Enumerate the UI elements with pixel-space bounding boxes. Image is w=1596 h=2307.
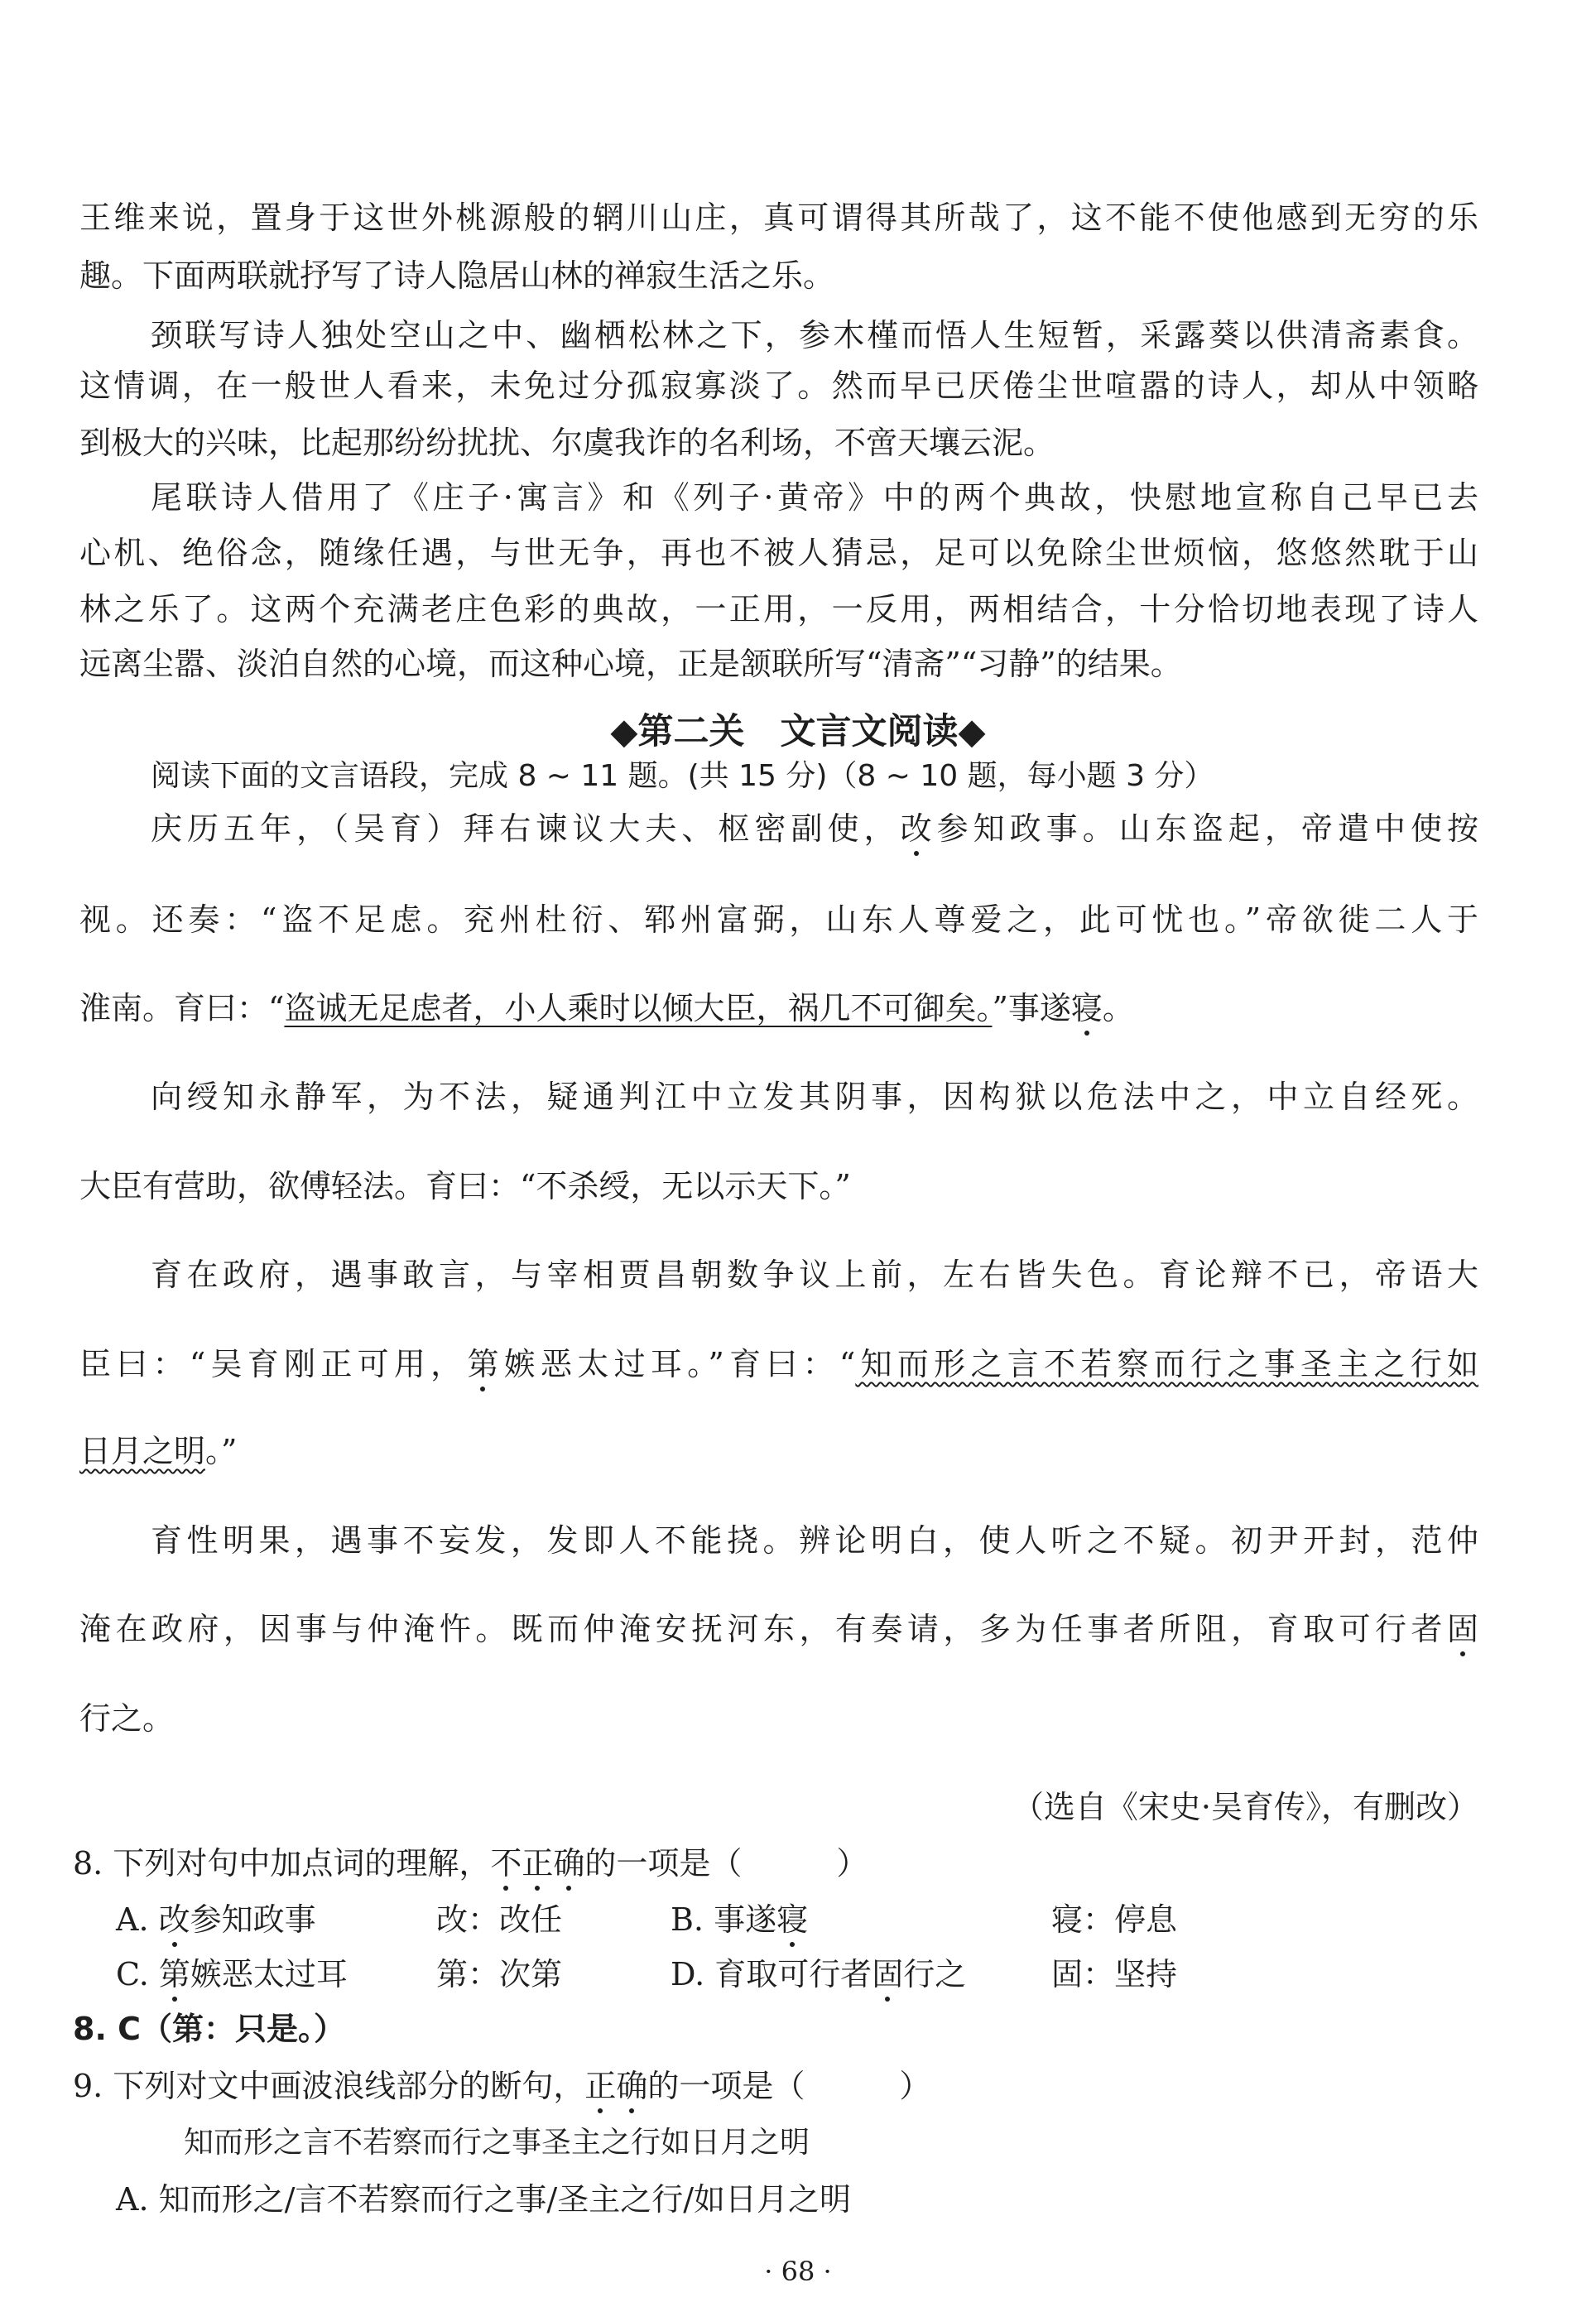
q8-stem: 8. 下列对句中加点词的理解，不正确的一项是（ ） bbox=[73, 1845, 868, 1882]
intro-p1-line1: 王维来说，置身于这世外桃源般的辋川山庄，真可谓得其所哉了，这不能不使他感到无穷的乐 bbox=[79, 199, 1478, 236]
intro-p2-line2: 这情调，在一般世人看来，未免过分孤寂寡淡了。然而早已厌倦尘世喧嚣的诗人，却从中领略 bbox=[79, 368, 1478, 404]
dotted-word-gu: 固 bbox=[1446, 1611, 1478, 1647]
passage-line10: 淹在政府，因事与仲淹忤。既而仲淹安抚河东，有奏请，多为任事者所阻，育取可行者固 bbox=[79, 1611, 1478, 1647]
dotted-word-qin: 寝 bbox=[1070, 990, 1103, 1026]
q8-option-a-gloss: 改：改任 bbox=[436, 1901, 563, 1938]
intro-p3-line4: 远离尘嚣、淡泊自然的心境，而这种心境，正是颔联所写“清斋”“习静”的结果。 bbox=[79, 646, 1182, 682]
source-citation: （选自《宋史·吴育传》，有删改） bbox=[1012, 1789, 1478, 1825]
q9-option-a: A. 知而形之/言不若察而行之事/圣主之行/如日月之明 bbox=[116, 2181, 852, 2218]
q8-option-d: D. 育取可行者固行之 bbox=[671, 1956, 967, 1992]
q8-option-a: A. 改参知政事 bbox=[116, 1901, 316, 1938]
intro-p2-line1: 颈联写诗人独处空山之中、幽栖松林之下，参木槿而悟人生短暂，采露葵以供清斋素食。 bbox=[151, 317, 1478, 353]
wavy-sentence-part1: 知而形之言不若察而行之事圣主之行如 bbox=[855, 1346, 1478, 1382]
instruction: 阅读下面的文言语段，完成 8 ~ 11 题。(共 15 分)（8 ~ 10 题，每小题 3 分） bbox=[151, 759, 1214, 793]
passage-line5: 大臣有营助，欲傅轻法。育曰：“不杀绶，无以示天下。” bbox=[79, 1168, 851, 1204]
intro-p3-line3: 林之乐了。这两个充满老庄色彩的典故，一正用，一反用，两相结合，十分恰切地表现了诗人 bbox=[79, 591, 1478, 627]
page-number: · 68 · bbox=[764, 2256, 832, 2287]
q9-sentence: 知而形之言不若察而行之事圣主之行如日月之明 bbox=[184, 2126, 810, 2160]
q8-option-b-gloss: 寝：停息 bbox=[1051, 1901, 1178, 1938]
passage-line2: 视。还奏：“盗不足虑。兖州杜衍、郓州富弼，山东人尊爱之，此可忧也。”帝欲徙二人于 bbox=[79, 901, 1478, 938]
intro-p3-line2: 心机、绝俗念，随缘任遇，与世无争，再也不被人猜忌，足可以免除尘世烦恼，悠悠然耽于山 bbox=[79, 535, 1478, 571]
passage-line3: 淮南。育曰：“盗诚无足虑者，小人乘时以倾大臣，祸几不可御矣。”事遂寝。 bbox=[79, 990, 1134, 1026]
q9-stem: 9. 下列对文中画波浪线部分的断句，正确的一项是（ ） bbox=[73, 2068, 931, 2104]
passage-line11: 行之。 bbox=[79, 1700, 175, 1737]
dotted-word-gai: 改 bbox=[900, 810, 932, 847]
passage-line1: 庆历五年，（吴育）拜右谏议大夫、枢密副使，改参知政事。山东盗起，帝遣中使按 bbox=[151, 810, 1478, 847]
passage-line9: 育性明果，遇事不妄发，发即人不能挠。辨论明白，使人听之不疑。初尹开封，范仲 bbox=[151, 1522, 1478, 1559]
q8-option-c-gloss: 第：次第 bbox=[436, 1956, 563, 1992]
passage-line4: 向绶知永静军，为不法，疑通判江中立发其阴事，因构狱以危法中之，中立自经死。 bbox=[151, 1079, 1478, 1115]
underlined-sentence: 盗诚无足虑者，小人乘时以倾大臣，祸几不可御矣。 bbox=[284, 990, 993, 1026]
intro-p1-line2: 趣。下面两联就抒写了诗人隐居山林的禅寂生活之乐。 bbox=[79, 257, 835, 294]
q8-option-d-gloss: 固：坚持 bbox=[1051, 1956, 1178, 1992]
intro-p3-line1: 尾联诗人借用了《庄子·寓言》和《列子·黄帝》中的两个典故，快慰地宣称自己早已去 bbox=[151, 479, 1478, 516]
q8-option-c: C. 第嫉恶太过耳 bbox=[116, 1956, 348, 1992]
wavy-sentence-part2: 日月之明 bbox=[79, 1433, 206, 1469]
intro-p2-line3: 到极大的兴味，比起那纷纷扰扰、尔虞我诈的名利场，不啻天壤云泥。 bbox=[79, 425, 1055, 461]
section-title: ◆第二关 文言文阅读◆ bbox=[610, 711, 986, 752]
passage-line7: 臣曰：“吴育刚正可用，第嫉恶太过耳。”育曰：“知而形之言不若察而行之事圣主之行如 bbox=[79, 1346, 1478, 1382]
q8-answer: 8. C（第：只是。） bbox=[73, 2011, 345, 2047]
dotted-word-di: 第 bbox=[467, 1346, 499, 1382]
passage-line8: 日月之明。” bbox=[79, 1433, 238, 1469]
q8-option-b: B. 事遂寝 bbox=[671, 1901, 809, 1938]
passage-line6: 育在政府，遇事敢言，与宰相贾昌朝数争议上前，左右皆失色。育论辩不已，帝语大 bbox=[151, 1257, 1478, 1293]
